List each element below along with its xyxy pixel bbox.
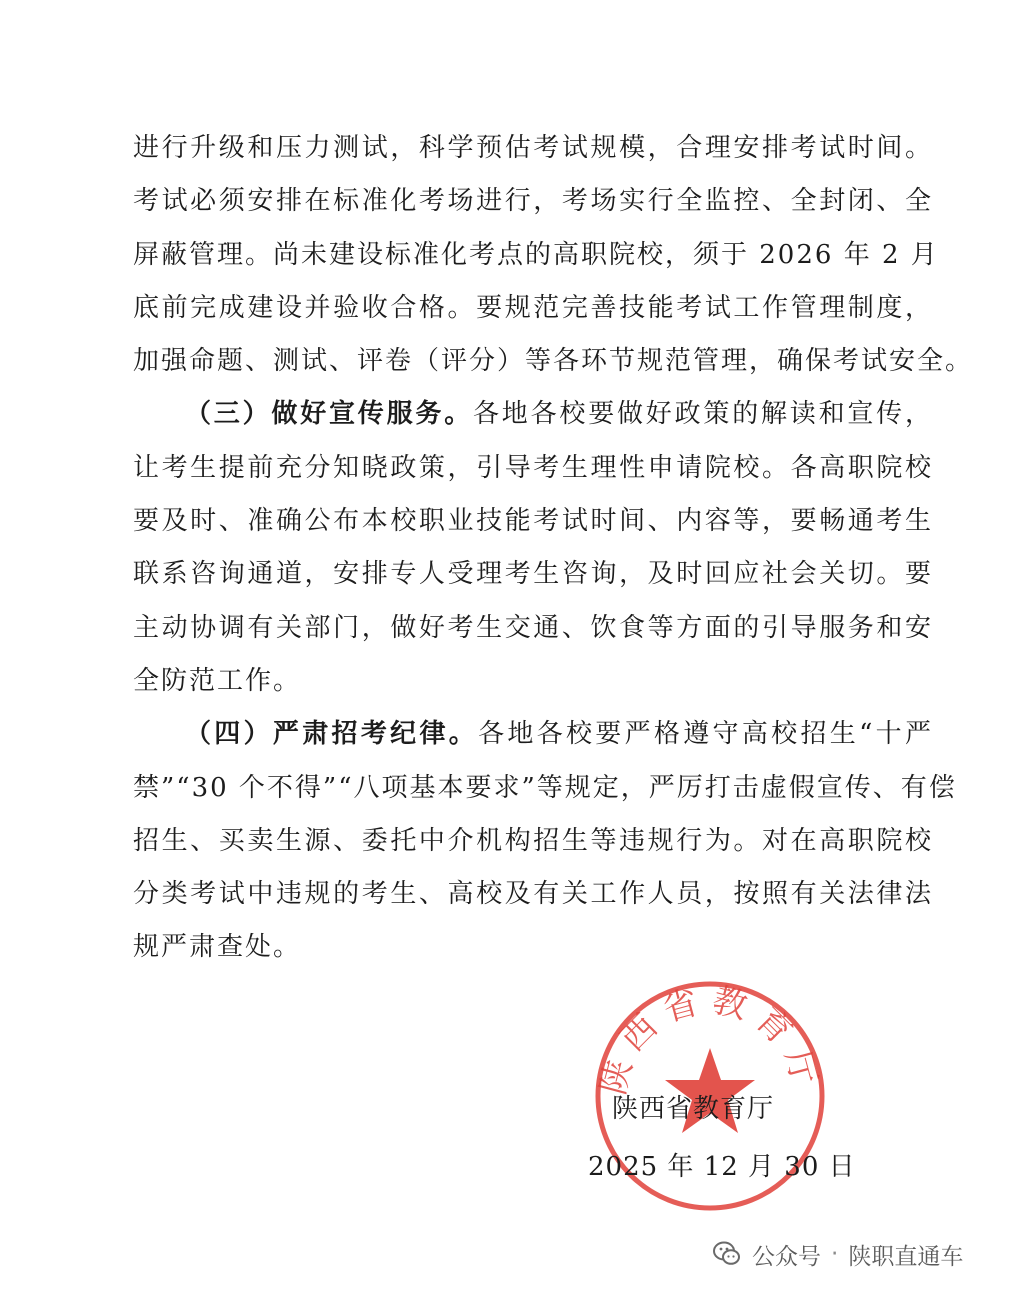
text-span: 各地各校要做好政策的解读和宣传， [473, 399, 933, 430]
paragraph-first-line [133, 708, 933, 761]
text-line: 加强命题、测试、评卷（评分）等各环节规范管理，确保考试安全。 [133, 346, 974, 377]
text-line: 分类考试中违规的考生、高校及有关工作人员，按照有关法律法 [133, 879, 933, 910]
watermark [712, 1232, 963, 1276]
text-line: 屏蔽管理。尚未建设标准化考点的高职院校，须于 2026 年 2 月 [133, 239, 939, 270]
section-heading: （四）严肃招考纪律。 [185, 719, 479, 750]
paragraph-first-line [133, 388, 933, 441]
text-line: 全防范工作。 [133, 665, 302, 696]
text-span: 各地各校要严格遵守高校招生“十严 [478, 719, 933, 750]
text-line: 招生、买卖生源、委托中介机构招生等违规行为。对在高职院校 [133, 825, 933, 856]
text-line: 要及时、准确公布本校职业技能考试时间、内容等，要畅通考生 [133, 506, 933, 537]
text-line: 让考生提前充分知晓政策，引导考生理性申请院校。各高职院校 [133, 452, 933, 483]
text-line: 规严肃查处。 [133, 932, 302, 963]
watermark-separator: · [831, 1241, 839, 1267]
text-line: 进行升级和压力测试，科学预估考试规模，合理安排考试时间。 [133, 133, 933, 163]
issuer-signature: 陕西省教育厅 [612, 1094, 775, 1124]
seal-text-path: 陕西省教育厅 [593, 980, 827, 1099]
text-line: 联系咨询通道，安排专人受理考生咨询，及时回应社会关切。要 [133, 559, 933, 590]
watermark-label: 公众号 [752, 1243, 821, 1270]
watermark-account: 陕职直通车 [848, 1243, 964, 1270]
wechat-icon [712, 1239, 742, 1269]
section-heading: （三）做好宣传服务。 [185, 399, 473, 430]
text-line: 考试必须安排在标准化考场进行，考场实行全监控、全封闭、全 [133, 186, 933, 217]
text-line: 底前完成建设并验收合格。要规范完善技能考试工作管理制度， [133, 292, 933, 323]
document-body [133, 122, 974, 975]
text-line: 主动协调有关部门，做好考生交通、饮食等方面的引导服务和安 [133, 612, 933, 643]
issue-date: 2025 年 12 月 30 日 [588, 1152, 856, 1182]
text-line: 禁”“30 个不得”“八项基本要求”等规定，严厉打击虚假宣传、有偿 [133, 772, 957, 803]
